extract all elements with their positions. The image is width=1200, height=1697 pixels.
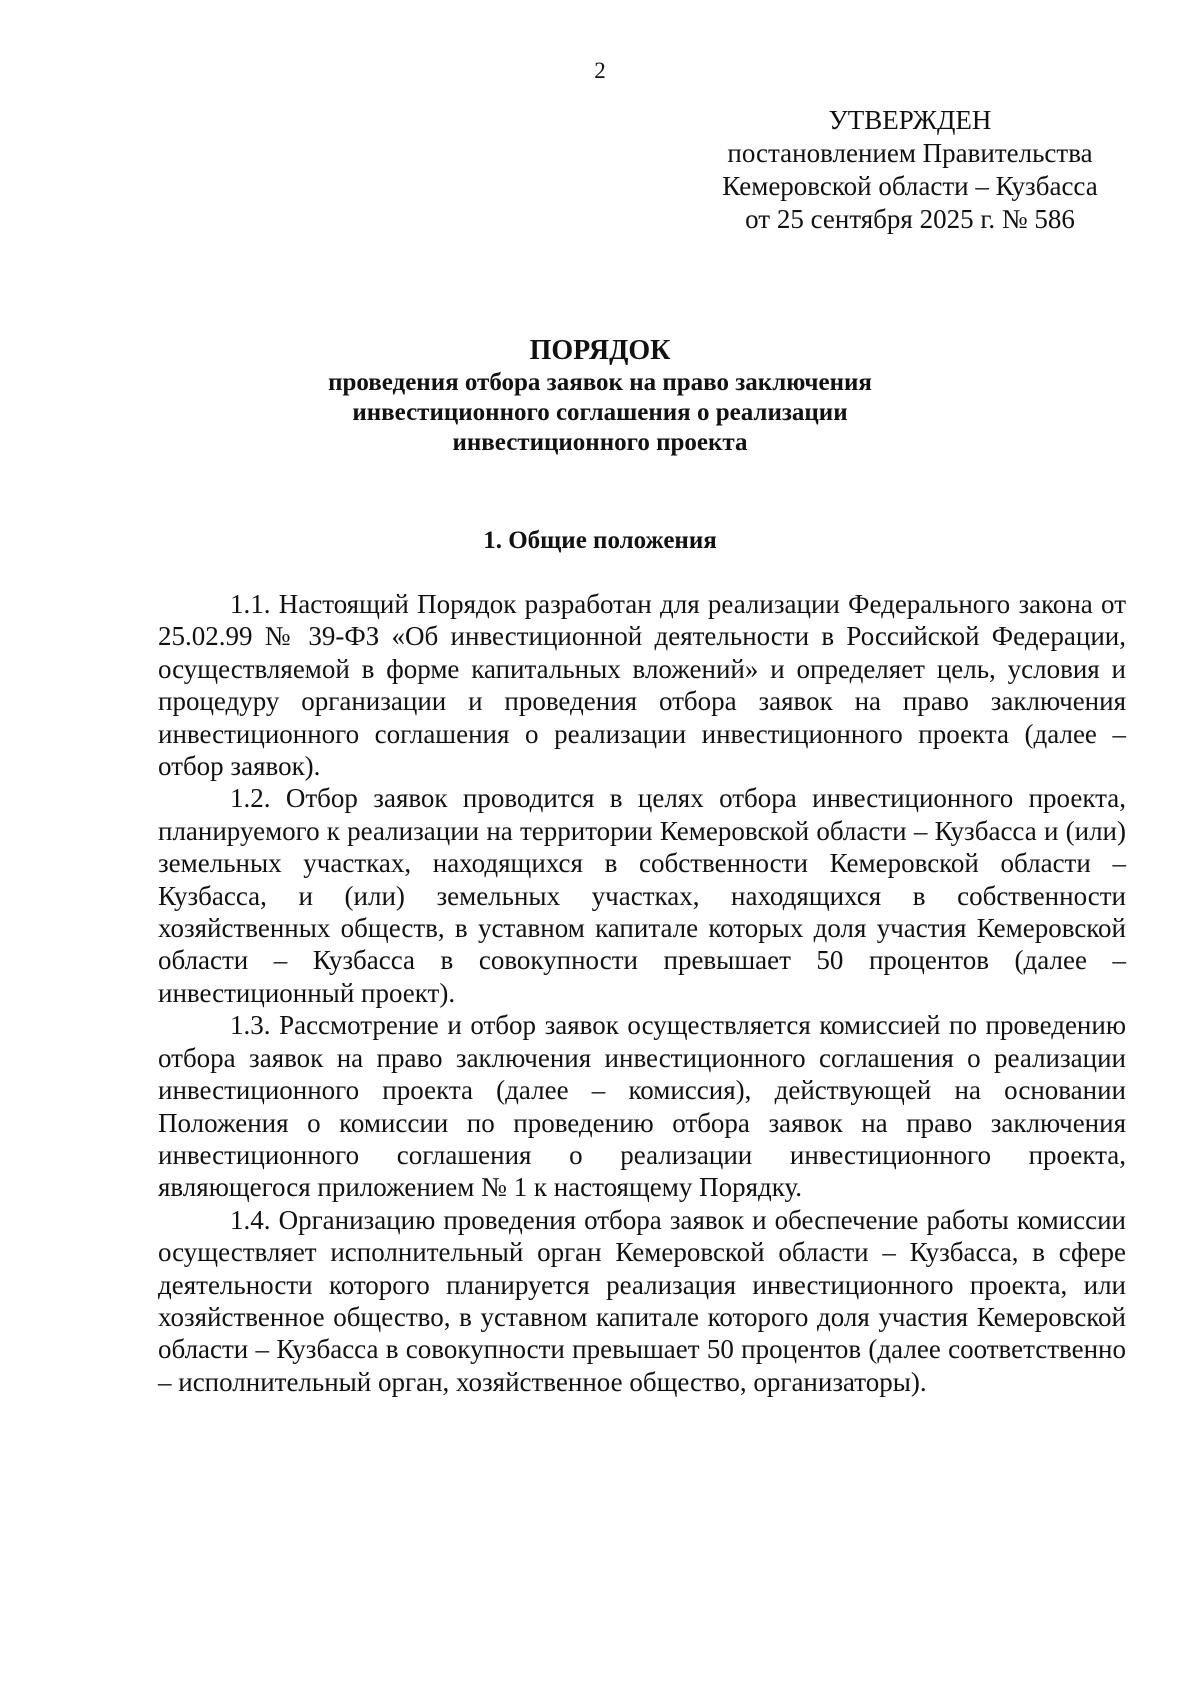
paragraph-1-3: 1.3. Рассмотрение и отбор заявок осуществляется комиссией по проведению отбора заявок на право заключения инвестиционного соглашения о реализации инвестиционного проекта (далее – комиссия), действующей на основании Положения о комиссии по проведению отбора заявок на право заключения инвестиционного соглашения о реализации инвестиционного проекта, являющегося приложением № 1 к настоящему Порядку. [158, 1010, 1126, 1203]
approval-stamp [690, 104, 1130, 236]
approval-heading: УТВЕРЖДЕН [828, 105, 992, 135]
paragraph-1-2: 1.2. Отбор заявок проводится в целях отбора инвестиционного проекта, планируемого к реализации на территории Кемеровской области – Кузбасса и (или) земельных участках, находящихся в собственности Кемеровской области – Кузбасса, и (или) земельных участках, находящихся в собственности хозяйственных обществ, в уставном капитале которых доля участия Кемеровской области – Кузбасса в совокупности превышает 50 процентов (далее – инвестиционный проект). [158, 783, 1126, 1008]
document-title-main: ПОРЯДОК [529, 335, 671, 366]
page-number: 2 [594, 58, 606, 83]
document-title-line-1: проведения отбора заявок на право заключения [328, 369, 872, 396]
document-title-line-2: инвестиционного соглашения о реализации [352, 399, 848, 426]
section-body [158, 588, 1126, 1398]
paragraph-1-4: 1.4. Организацию проведения отбора заявок и обеспечение работы комиссии осуществляет исполнительный орган Кемеровской области – Кузбасса, в сфере деятельности которого планируется реализация инвестиционного проекта, или хозяйственное общество, в уставном капитале которого доля участия Кемеровской области – Кузбасса в совокупности превышает 50 процентов (далее соответственно – исполнительный орган, хозяйственное общество, организаторы). [158, 1204, 1126, 1397]
approval-authority: постановлением Правительства [727, 138, 1093, 168]
document-title-line-3: инвестиционного проекта [452, 429, 748, 456]
approval-region: Кемеровской области – Кузбасса [722, 171, 1098, 201]
paragraph-1-1: 1.1. Настоящий Порядок разработан для реализации Федерального закона от 25.02.99 № 39-ФЗ «Об инвестиционной деятельности в Российской Федерации, осуществляемой в форме капитальных вложений» и определяет цель, условия и процедуру организации и проведения отбора заявок на право заключения инвестиционного соглашения о реализации инвестиционного проекта (далее – отбор заявок). [158, 589, 1126, 782]
approval-date-number: от 25 сентября 2025 г. № 586 [745, 204, 1075, 234]
section-heading: 1. Общие положения [483, 527, 717, 554]
document-title [0, 334, 1200, 458]
